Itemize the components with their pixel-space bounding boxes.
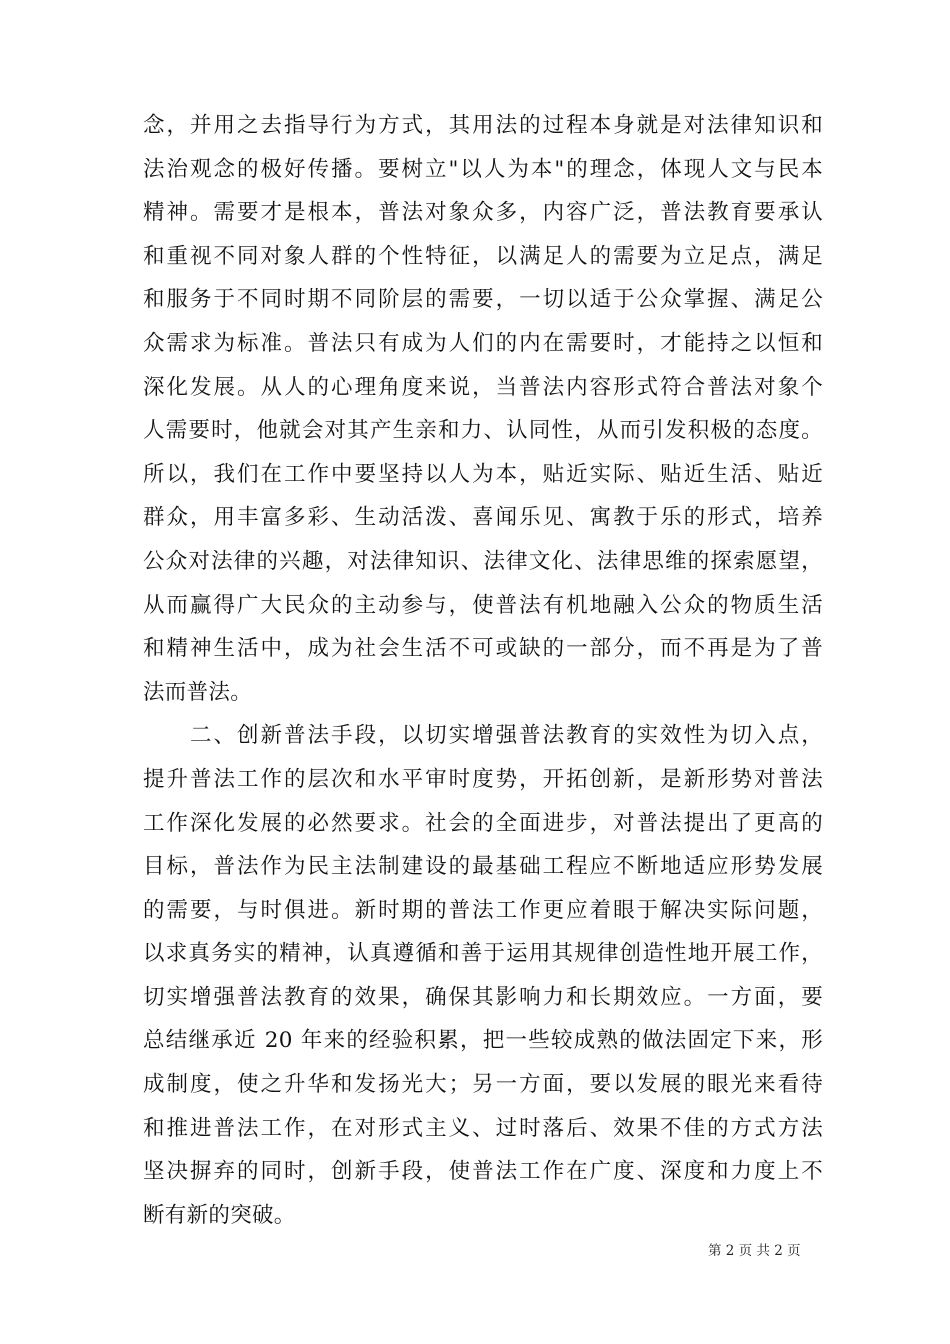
text-line: 目标，普法作为民主法制建设的最基础工程应不断地适应形势发展 bbox=[143, 854, 823, 880]
text-line: 从而赢得广大民众的主动参与，使普法有机地融入公众的物质生活 bbox=[143, 592, 823, 618]
text-line: 念，并用之去指导行为方式，其用法的过程本身就是对法律知识和 bbox=[143, 113, 823, 138]
text-line-paragraph-start: 二、创新普法手段，以切实增强普法教育的实效性为切入点， bbox=[143, 723, 823, 749]
text-line: 法治观念的极好传播。要树立"以人为本"的理念，体现人文与民本 bbox=[143, 156, 823, 182]
text-line: 成制度，使之升华和发扬光大；另一方面，要以发展的眼光来看待 bbox=[143, 1072, 823, 1098]
text-line: 总结继承近 20 年来的经验积累，把一些较成熟的做法固定下来，形 bbox=[143, 1028, 823, 1054]
text-line: 精神。需要才是根本，普法对象众多，内容广泛，普法教育要承认 bbox=[143, 200, 823, 226]
text-line: 坚决摒弃的同时，创新手段，使普法工作在广度、深度和力度上不 bbox=[143, 1159, 823, 1185]
text-line: 以求真务实的精神，认真遵循和善于运用其规律创造性地开展工作， bbox=[143, 941, 823, 967]
text-line: 人需要时，他就会对其产生亲和力、认同性，从而引发积极的态度。 bbox=[143, 418, 823, 444]
text-line: 公众对法律的兴趣，对法律知识、法律文化、法律思维的探索愿望， bbox=[143, 548, 823, 574]
text-line-paragraph-end: 断有新的突破。 bbox=[143, 1202, 296, 1228]
text-line-paragraph-end: 法而普法。 bbox=[143, 679, 253, 705]
text-line: 和重视不同对象人群的个性特征，以满足人的需要为立足点，满足 bbox=[143, 243, 823, 269]
document-body bbox=[143, 104, 823, 1237]
text-line: 群众，用丰富多彩、生动活泼、喜闻乐见、寓教于乐的形式，培养 bbox=[143, 505, 823, 531]
text-line: 众需求为标准。普法只有成为人们的内在需要时，才能持之以恒和 bbox=[143, 330, 823, 356]
text-line: 和推进普法工作，在对形式主义、过时落后、效果不佳的方式方法 bbox=[143, 1115, 823, 1141]
text-line: 和服务于不同时期不同阶层的需要，一切以适于公众掌握、满足公 bbox=[143, 287, 823, 313]
text-line: 深化发展。从人的心理角度来说，当普法内容形式符合普法对象个 bbox=[143, 374, 823, 400]
page-number: 第 2 页 共 2 页 bbox=[708, 1243, 801, 1259]
text-line: 的需要，与时俱进。新时期的普法工作更应着眼于解决实际问题， bbox=[143, 897, 823, 923]
text-line: 提升普法工作的层次和水平审时度势，开拓创新，是新形势对普法 bbox=[143, 766, 823, 792]
text-line: 所以，我们在工作中要坚持以人为本，贴近实际、贴近生活、贴近 bbox=[143, 461, 823, 487]
text-line: 工作深化发展的必然要求。社会的全面进步，对普法提出了更高的 bbox=[143, 810, 823, 836]
text-line: 和精神生活中，成为社会生活不可或缺的一部分，而不再是为了普 bbox=[143, 636, 823, 662]
text-line: 切实增强普法教育的效果，确保其影响力和长期效应。一方面，要 bbox=[143, 984, 823, 1010]
